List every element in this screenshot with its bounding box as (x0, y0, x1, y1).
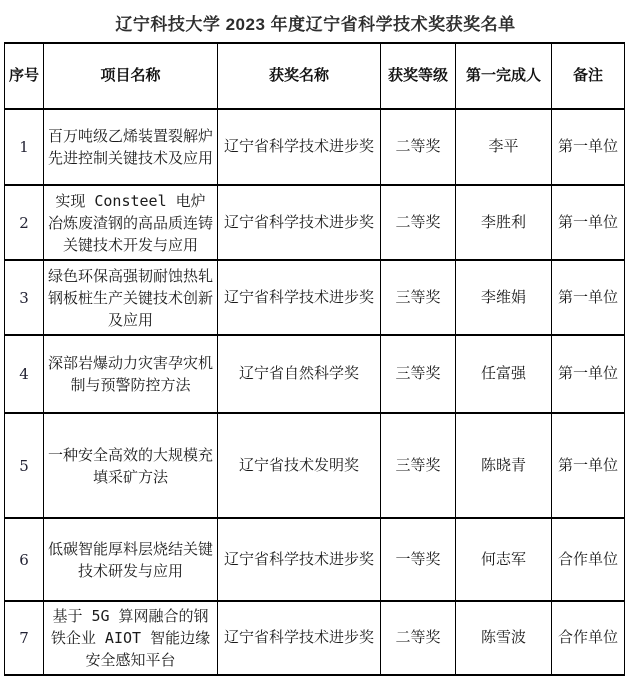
table-row (5, 109, 625, 185)
remark: 合作单位 (552, 601, 625, 675)
project-name: 一种安全高效的大规模充填采矿方法 (44, 413, 218, 518)
awards-table (4, 42, 625, 676)
remark: 第一单位 (552, 413, 625, 518)
column-header-no: 序号 (5, 43, 44, 109)
remark: 第一单位 (552, 109, 625, 185)
remark: 合作单位 (552, 518, 625, 601)
table-row (5, 413, 625, 518)
row-number: 7 (5, 601, 44, 675)
award-name: 辽宁省科学技术进步奖 (218, 601, 381, 675)
remark: 第一单位 (552, 260, 625, 335)
column-header-award: 获奖名称 (218, 43, 381, 109)
table-header-row (5, 43, 625, 109)
row-number: 2 (5, 185, 44, 260)
remark: 第一单位 (552, 335, 625, 413)
award-name: 辽宁省技术发明奖 (218, 413, 381, 518)
first-completer: 任富强 (456, 335, 552, 413)
project-name: 低碳智能厚料层烧结关键技术研发与应用 (44, 518, 218, 601)
table-row (5, 185, 625, 260)
first-completer: 李维娟 (456, 260, 552, 335)
project-name: 深部岩爆动力灾害孕灾机制与预警防控方法 (44, 335, 218, 413)
first-completer: 李平 (456, 109, 552, 185)
award-grade: 三等奖 (381, 413, 456, 518)
award-grade: 二等奖 (381, 109, 456, 185)
column-header-note: 备注 (552, 43, 625, 109)
remark: 第一单位 (552, 185, 625, 260)
award-name: 辽宁省科学技术进步奖 (218, 185, 381, 260)
award-grade: 三等奖 (381, 335, 456, 413)
project-name: 绿色环保高强韧耐蚀热轧钢板桩生产关键技术创新及应用 (44, 260, 218, 335)
table-row (5, 260, 625, 335)
award-name: 辽宁省科学技术进步奖 (218, 518, 381, 601)
column-header-person: 第一完成人 (456, 43, 552, 109)
row-number: 5 (5, 413, 44, 518)
row-number: 3 (5, 260, 44, 335)
table-row (5, 601, 625, 675)
table-row (5, 518, 625, 601)
table-row (5, 335, 625, 413)
award-grade: 三等奖 (381, 260, 456, 335)
project-name: 基于 5G 算网融合的钢铁企业 AIOT 智能边缘安全感知平台 (44, 601, 218, 675)
award-name: 辽宁省科学技术进步奖 (218, 260, 381, 335)
column-header-project: 项目名称 (44, 43, 218, 109)
column-header-grade: 获奖等级 (381, 43, 456, 109)
project-name: 实现 Consteel 电炉冶炼废渣钢的高品质连铸关键技术开发与应用 (44, 185, 218, 260)
award-grade: 一等奖 (381, 518, 456, 601)
row-number: 6 (5, 518, 44, 601)
row-number: 4 (5, 335, 44, 413)
award-grade: 二等奖 (381, 185, 456, 260)
row-number: 1 (5, 109, 44, 185)
first-completer: 陈雪波 (456, 601, 552, 675)
award-name: 辽宁省自然科学奖 (218, 335, 381, 413)
award-name: 辽宁省科学技术进步奖 (218, 109, 381, 185)
project-name: 百万吨级乙烯装置裂解炉先进控制关键技术及应用 (44, 109, 218, 185)
page-title: 辽宁科技大学 2023 年度辽宁省科学技术奖获奖名单 (115, 15, 516, 34)
first-completer: 陈晓青 (456, 413, 552, 518)
first-completer: 何志军 (456, 518, 552, 601)
first-completer: 李胜利 (456, 185, 552, 260)
award-grade: 二等奖 (381, 601, 456, 675)
